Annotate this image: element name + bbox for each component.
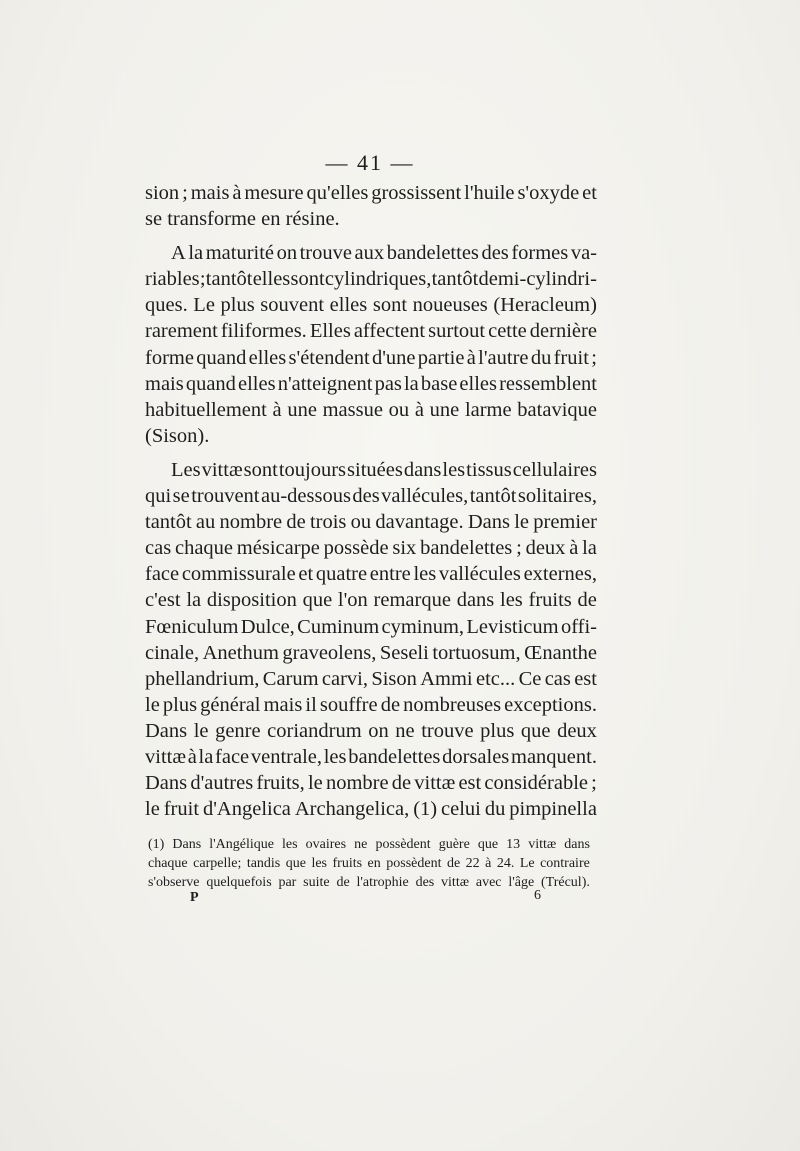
- text-line: le fruit d'Angelica Archangelica, (1) celui du pimpinella: [145, 798, 597, 821]
- paragraph-gap: [145, 232, 597, 240]
- text-line: Dans d'autres fruits, le nombre de vittæ est considérable ;: [145, 772, 597, 795]
- footnote-line: s'observe quelquefois par suite de l'atrophie des vittæ avec l'âge (Trécul).: [148, 875, 590, 890]
- text-line: qui se trouvent au-dessous des vallécules, tantôt solitaires,: [145, 485, 597, 508]
- text-line: sion ; mais à mesure qu'elles grossissent l'huile s'oxyde et: [145, 182, 597, 204]
- signature-mark-right: 6: [534, 888, 541, 903]
- body-text: [145, 180, 597, 822]
- text-line: face commissurale et quatre entre les vallécules externes,: [145, 563, 597, 586]
- text-line: A la maturité on trouve aux bandelettes des formes va-: [171, 242, 597, 265]
- text-line: Dans le genre coriandrum on ne trouve plus que deux: [145, 719, 597, 742]
- text-line: cas chaque mésicarpe possède six bandelettes ; deux à la: [145, 537, 597, 560]
- text-line: ques. Le plus souvent elles sont noueuses (Heracleum): [145, 294, 597, 317]
- text-line: cinale, Anethum graveolens, Seseli tortuosum, Œnanthe: [145, 641, 597, 664]
- text-line: phellandrium, Carum carvi, Sison Ammi etc... Ce cas est: [145, 667, 597, 690]
- text-line: tantôt au nombre de trois ou davantage. Dans le premier: [145, 511, 597, 534]
- text-line: se transforme en résine.: [145, 208, 340, 231]
- signature-mark-left: P: [190, 890, 199, 905]
- paragraph-gap: [145, 449, 597, 457]
- footnote-line: chaque carpelle; tandis que les fruits en possèdent de 22 à 24. Le contraire: [148, 856, 590, 871]
- footnote: [148, 835, 590, 892]
- text-line: rarement filiformes. Elles affectent surtout cette dernière: [145, 320, 597, 343]
- text-line: Fœniculum Dulce, Cuminum cyminum, Levisticum offi-: [145, 615, 597, 638]
- text-line: riables ; tantôt elles sont cylindriques, tantôt demi-cylindri-: [145, 268, 597, 291]
- text-line: vittæ à la face ventrale, les bandelettes dorsales manquent.: [145, 745, 597, 768]
- text-line: habituellement à une massue ou à une larme batavique: [145, 398, 597, 421]
- footnote-line: (1) Dans l'Angélique les ovaires ne possèdent guère que 13 vittæ dans: [148, 837, 590, 852]
- text-line: (Sison).: [145, 424, 210, 447]
- text-line: forme quand elles s'étendent d'une partie à l'autre du fruit ;: [145, 346, 597, 369]
- text-line: Les vittæ sont toujours situées dans les tissus cellulaires: [171, 458, 597, 481]
- text-line: mais quand elles n'atteignent pas la base elles ressemblent: [145, 372, 597, 395]
- text-line: c'est la disposition que l'on remarque dans les fruits de: [145, 589, 597, 612]
- text-line: le plus général mais il souffre de nombreuses exceptions.: [145, 693, 597, 716]
- page-number: — 41 —: [325, 150, 415, 175]
